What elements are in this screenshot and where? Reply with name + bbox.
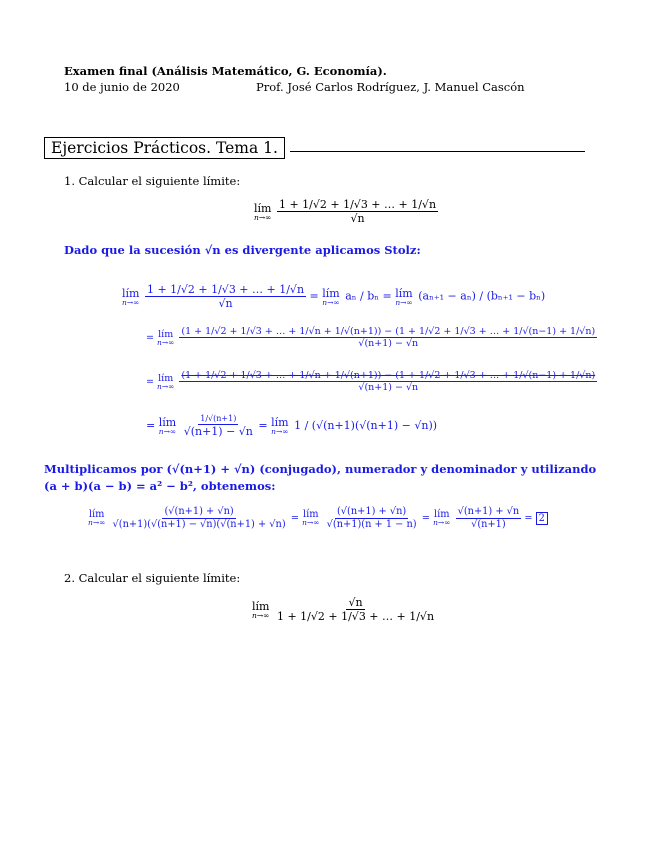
section-title: Ejercicios Prácticos. Tema 1. (44, 137, 285, 159)
fraction-denominator: √n (350, 212, 365, 226)
lim-operator: lím n→∞ (254, 201, 272, 222)
fraction-numerator: 1 + 1/√2 + 1/√3 + … + 1/√n (278, 198, 437, 211)
exercise-2-limit: lím n→∞ $\frac{√n}{1 + 1/√2 + 1/√3 + \dots + 1/√n}$ (252, 596, 435, 624)
solution-step-2: = lím n→∞ (1 + 1/√2 + 1/√3 + … + 1/√n + 1/√(n+1)) − (1 + 1/√2 + 1/√3 + … + 1/√(n−1) + 1/√n) √(n+1) − √n (146, 326, 596, 350)
conjugate-explanation: Multiplicamos por (√(n+1) + √n) (conjugado), numerador y denominador y utilizando (a + b)(a − b) = a² − b², obtenemos: (44, 462, 597, 493)
exam-date: 10 de junio de 2020 (64, 80, 180, 94)
step-2-denominator: √(n+1) − √n (358, 338, 419, 350)
step-3-numerator-cancelled: (1 + 1/√2 + 1/√3 + … + 1/√n + 1/√(n+1)) − (1 + 1/√2 + 1/√3 + … + 1/√(n−1) + 1/√n) (181, 370, 596, 381)
exercise-2-statement: 2. Calcular el siguiente límite: (64, 571, 241, 585)
limit-fraction (277, 198, 438, 225)
an-over-bn: aₙ / bₙ (345, 289, 380, 303)
solution-step-3: = lím n→∞ (1 + 1/√2 + 1/√3 + … + 1/√n + 1/√(n+1)) − (1 + 1/√2 + 1/√3 + … + 1/√(n−1) + 1/√n) √(n+1) − √n (146, 370, 596, 394)
step-2-numerator: (1 + 1/√2 + 1/√3 + … + 1/√n + 1/√(n+1)) − (1 + 1/√2 + 1/√3 + … + 1/√(n−1) + 1/√n) (181, 326, 596, 337)
final-computation: lím n→∞ $\frac{(√(n+1) + √n)}{√(n+1)(√(n+1) - √n)(√(n+1) + √n)}$ = lím n→∞ $\frac{(√(n+1) + √n)}{√(n+1)(n + 1 - n)}$ = lím n→∞ $\frac{√(n+1) + √n}{√(n+1)}$ = 2 (88, 506, 548, 531)
exercise-1-statement: 1. Calcular el siguiente límite: (64, 174, 241, 188)
exercise-1-limit (254, 198, 438, 225)
solution-step-4: = lím n→∞ $\frac{1/√(n+1)}{√(n+1) - √n}$ = lím n→∞ 1 / (√(n+1)(√(n+1) − √n)) (146, 414, 438, 438)
stolz-quotient: (aₙ₊₁ − aₙ) / (bₙ₊₁ − bₙ) (418, 289, 546, 303)
solution-intro: Dado que la sucesión √n es divergente aplicamos Stolz: (64, 243, 421, 257)
section-rule (290, 151, 585, 152)
step-4-rhs: 1 / (√(n+1)(√(n+1) − √n)) (294, 418, 438, 432)
exam-authors: Prof. José Carlos Rodríguez, J. Manuel Cascón (256, 80, 525, 94)
final-result: 2 (536, 512, 548, 525)
solution-step-1: lím n→∞ $\frac{1 + 1/√2 + 1/√3 + \dots + 1/√n}{√n}$ = lím n→∞ aₙ / bₙ = lím n→∞ (aₙ₊₁ − aₙ) / (bₙ₊₁ − bₙ) (122, 283, 546, 311)
exam-title: Examen final (Análisis Matemático, G. Economía). (64, 64, 387, 78)
